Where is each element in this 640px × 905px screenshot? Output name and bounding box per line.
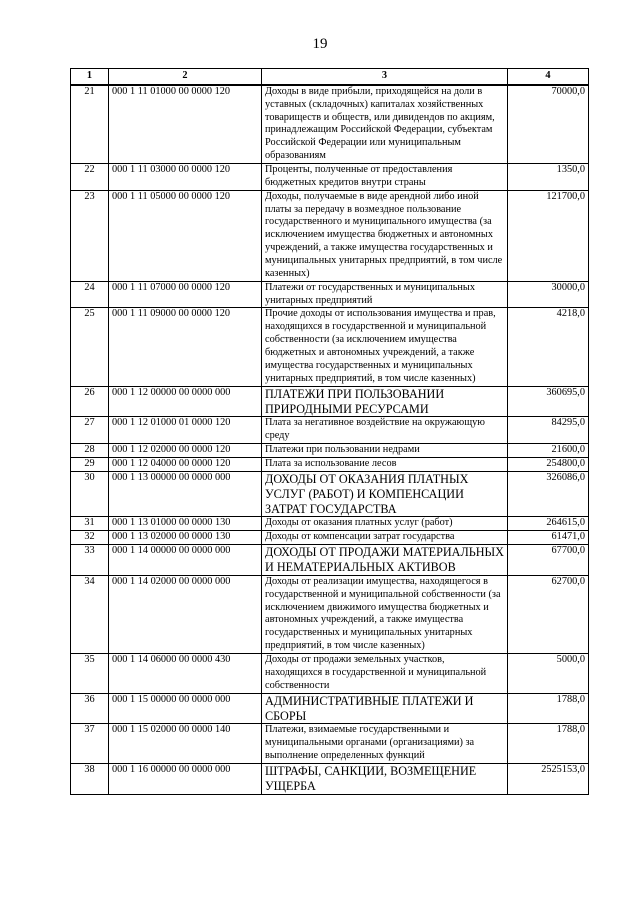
revenue-description-cell: Доходы от продажи земельных участков, находящихся в государственной и муниципальной собственности <box>262 654 508 694</box>
table-row <box>71 531 589 545</box>
classification-code-cell: 000 1 14 06000 00 0000 430 <box>109 654 262 694</box>
classification-code-cell: 000 1 11 07000 00 0000 120 <box>109 281 262 308</box>
revenue-description-cell: Доходы в виде прибыли, приходящейся на доли в уставных (складочных) капиталах хозяйственных товариществ и обществ, или дивидендов по акциям, принадлежащим Российской Федерации, субъектам Российской Федерации или муниципальным образованиям <box>262 85 508 164</box>
row-number-cell: 22 <box>71 164 109 191</box>
table-row <box>71 763 589 794</box>
classification-code-cell: 000 1 12 01000 01 0000 120 <box>109 417 262 444</box>
table-row <box>71 575 589 653</box>
amount-cell: 326086,0 <box>508 471 589 517</box>
row-number-cell: 35 <box>71 654 109 694</box>
amount-cell: 254800,0 <box>508 457 589 471</box>
row-number-cell: 26 <box>71 386 109 417</box>
row-number-cell: 27 <box>71 417 109 444</box>
row-number-cell: 33 <box>71 545 109 576</box>
amount-cell: 84295,0 <box>508 417 589 444</box>
revenue-description-cell: Доходы от компенсации затрат государства <box>262 531 508 545</box>
classification-code-cell: 000 1 11 09000 00 0000 120 <box>109 308 262 386</box>
amount-cell: 30000,0 <box>508 281 589 308</box>
page-number: 19 <box>312 36 328 52</box>
table-row <box>71 471 589 517</box>
column-header-code: 2 <box>109 69 262 85</box>
table-row <box>71 444 589 458</box>
revenue-description-cell: Платежи, взимаемые государственными и муниципальными органами (организациями) за выполнение определенных функций <box>262 724 508 764</box>
amount-cell: 4218,0 <box>508 308 589 386</box>
table-row <box>71 545 589 576</box>
table-row <box>71 417 589 444</box>
classification-code-cell: 000 1 11 03000 00 0000 120 <box>109 164 262 191</box>
classification-code-cell: 000 1 12 00000 00 0000 000 <box>109 386 262 417</box>
classification-code-cell: 000 1 11 01000 00 0000 120 <box>109 85 262 164</box>
amount-cell: 62700,0 <box>508 575 589 653</box>
revenue-description-cell: Доходы от реализации имущества, находящегося в государственной и муниципальной собственности (за исключением движимого имущества бюджетных и автономных учреждений, а также имущества государственных и муниципальных унитарных предприятий, в том числе казенных) <box>262 575 508 653</box>
amount-cell: 2525153,0 <box>508 763 589 794</box>
amount-cell: 360695,0 <box>508 386 589 417</box>
amount-cell: 67700,0 <box>508 545 589 576</box>
column-header-number: 1 <box>71 69 109 85</box>
table-row <box>71 308 589 386</box>
revenue-description-cell: Плата за негативное воздействие на окружающую среду <box>262 417 508 444</box>
classification-code-cell: 000 1 12 04000 00 0000 120 <box>109 457 262 471</box>
row-number-cell: 38 <box>71 763 109 794</box>
classification-code-cell: 000 1 15 02000 00 0000 140 <box>109 724 262 764</box>
revenue-description-cell: Доходы от оказания платных услуг (работ) <box>262 517 508 531</box>
revenue-description-cell: Плата за использование лесов <box>262 457 508 471</box>
row-number-cell: 32 <box>71 531 109 545</box>
amount-cell: 61471,0 <box>508 531 589 545</box>
classification-code-cell: 000 1 14 00000 00 0000 000 <box>109 545 262 576</box>
row-number-cell: 28 <box>71 444 109 458</box>
row-number-cell: 23 <box>71 190 109 281</box>
amount-cell: 21600,0 <box>508 444 589 458</box>
row-number-cell: 30 <box>71 471 109 517</box>
table-row <box>71 457 589 471</box>
revenue-description-cell: Проценты, полученные от предоставления бюджетных кредитов внутри страны <box>262 164 508 191</box>
revenue-description-cell: Прочие доходы от использования имущества и прав, находящихся в государственной и муниципальной собственности (за исключением имущества бюджетных и автономных учреждений, а также имущества государственных и муниципальных унитарных предприятий, в том числе казенных) <box>262 308 508 386</box>
table-row <box>71 693 589 724</box>
column-header-description: 3 <box>262 69 508 85</box>
revenue-description-cell: ШТРАФЫ, САНКЦИИ, ВОЗМЕЩЕНИЕ УЩЕРБА <box>262 763 508 794</box>
amount-cell: 121700,0 <box>508 190 589 281</box>
classification-code-cell: 000 1 16 00000 00 0000 000 <box>109 763 262 794</box>
table-row <box>71 386 589 417</box>
revenue-description-cell: Платежи от государственных и муниципальных унитарных предприятий <box>262 281 508 308</box>
revenue-table <box>70 68 589 795</box>
row-number-cell: 37 <box>71 724 109 764</box>
row-number-cell: 31 <box>71 517 109 531</box>
revenue-description-cell: АДМИНИСТРАТИВНЫЕ ПЛАТЕЖИ И СБОРЫ <box>262 693 508 724</box>
row-number-cell: 29 <box>71 457 109 471</box>
row-number-cell: 36 <box>71 693 109 724</box>
table-row <box>71 517 589 531</box>
revenue-description-cell: Доходы, получаемые в виде арендной либо иной платы за передачу в возмездное пользование государственного и муниципального имущества (за исключением имущества бюджетных и автономных учреждений, а также имущества государственных и муниципальных унитарных предприятий, в том числе казенных) <box>262 190 508 281</box>
classification-code-cell: 000 1 11 05000 00 0000 120 <box>109 190 262 281</box>
amount-cell: 70000,0 <box>508 85 589 164</box>
amount-cell: 5000,0 <box>508 654 589 694</box>
classification-code-cell: 000 1 12 02000 00 0000 120 <box>109 444 262 458</box>
table-row <box>71 164 589 191</box>
classification-code-cell: 000 1 13 00000 00 0000 000 <box>109 471 262 517</box>
table-body <box>71 85 589 794</box>
table-row <box>71 85 589 164</box>
row-number-cell: 21 <box>71 85 109 164</box>
classification-code-cell: 000 1 13 01000 00 0000 130 <box>109 517 262 531</box>
amount-cell: 1788,0 <box>508 724 589 764</box>
row-number-cell: 25 <box>71 308 109 386</box>
classification-code-cell: 000 1 13 02000 00 0000 130 <box>109 531 262 545</box>
table-row <box>71 724 589 764</box>
revenue-description-cell: ДОХОДЫ ОТ ОКАЗАНИЯ ПЛАТНЫХ УСЛУГ (РАБОТ) И КОМПЕНСАЦИИ ЗАТРАТ ГОСУДАРСТВА <box>262 471 508 517</box>
revenue-description-cell: ПЛАТЕЖИ ПРИ ПОЛЬЗОВАНИИ ПРИРОДНЫМИ РЕСУРСАМИ <box>262 386 508 417</box>
table-row <box>71 654 589 694</box>
classification-code-cell: 000 1 15 00000 00 0000 000 <box>109 693 262 724</box>
revenue-description-cell: ДОХОДЫ ОТ ПРОДАЖИ МАТЕРИАЛЬНЫХ И НЕМАТЕРИАЛЬНЫХ АКТИВОВ <box>262 545 508 576</box>
table-row <box>71 190 589 281</box>
table-row <box>71 281 589 308</box>
column-header-amount: 4 <box>508 69 589 85</box>
amount-cell: 1788,0 <box>508 693 589 724</box>
classification-code-cell: 000 1 14 02000 00 0000 000 <box>109 575 262 653</box>
amount-cell: 1350,0 <box>508 164 589 191</box>
amount-cell: 264615,0 <box>508 517 589 531</box>
revenue-description-cell: Платежи при пользовании недрами <box>262 444 508 458</box>
table-header-row <box>71 69 589 85</box>
row-number-cell: 24 <box>71 281 109 308</box>
row-number-cell: 34 <box>71 575 109 653</box>
